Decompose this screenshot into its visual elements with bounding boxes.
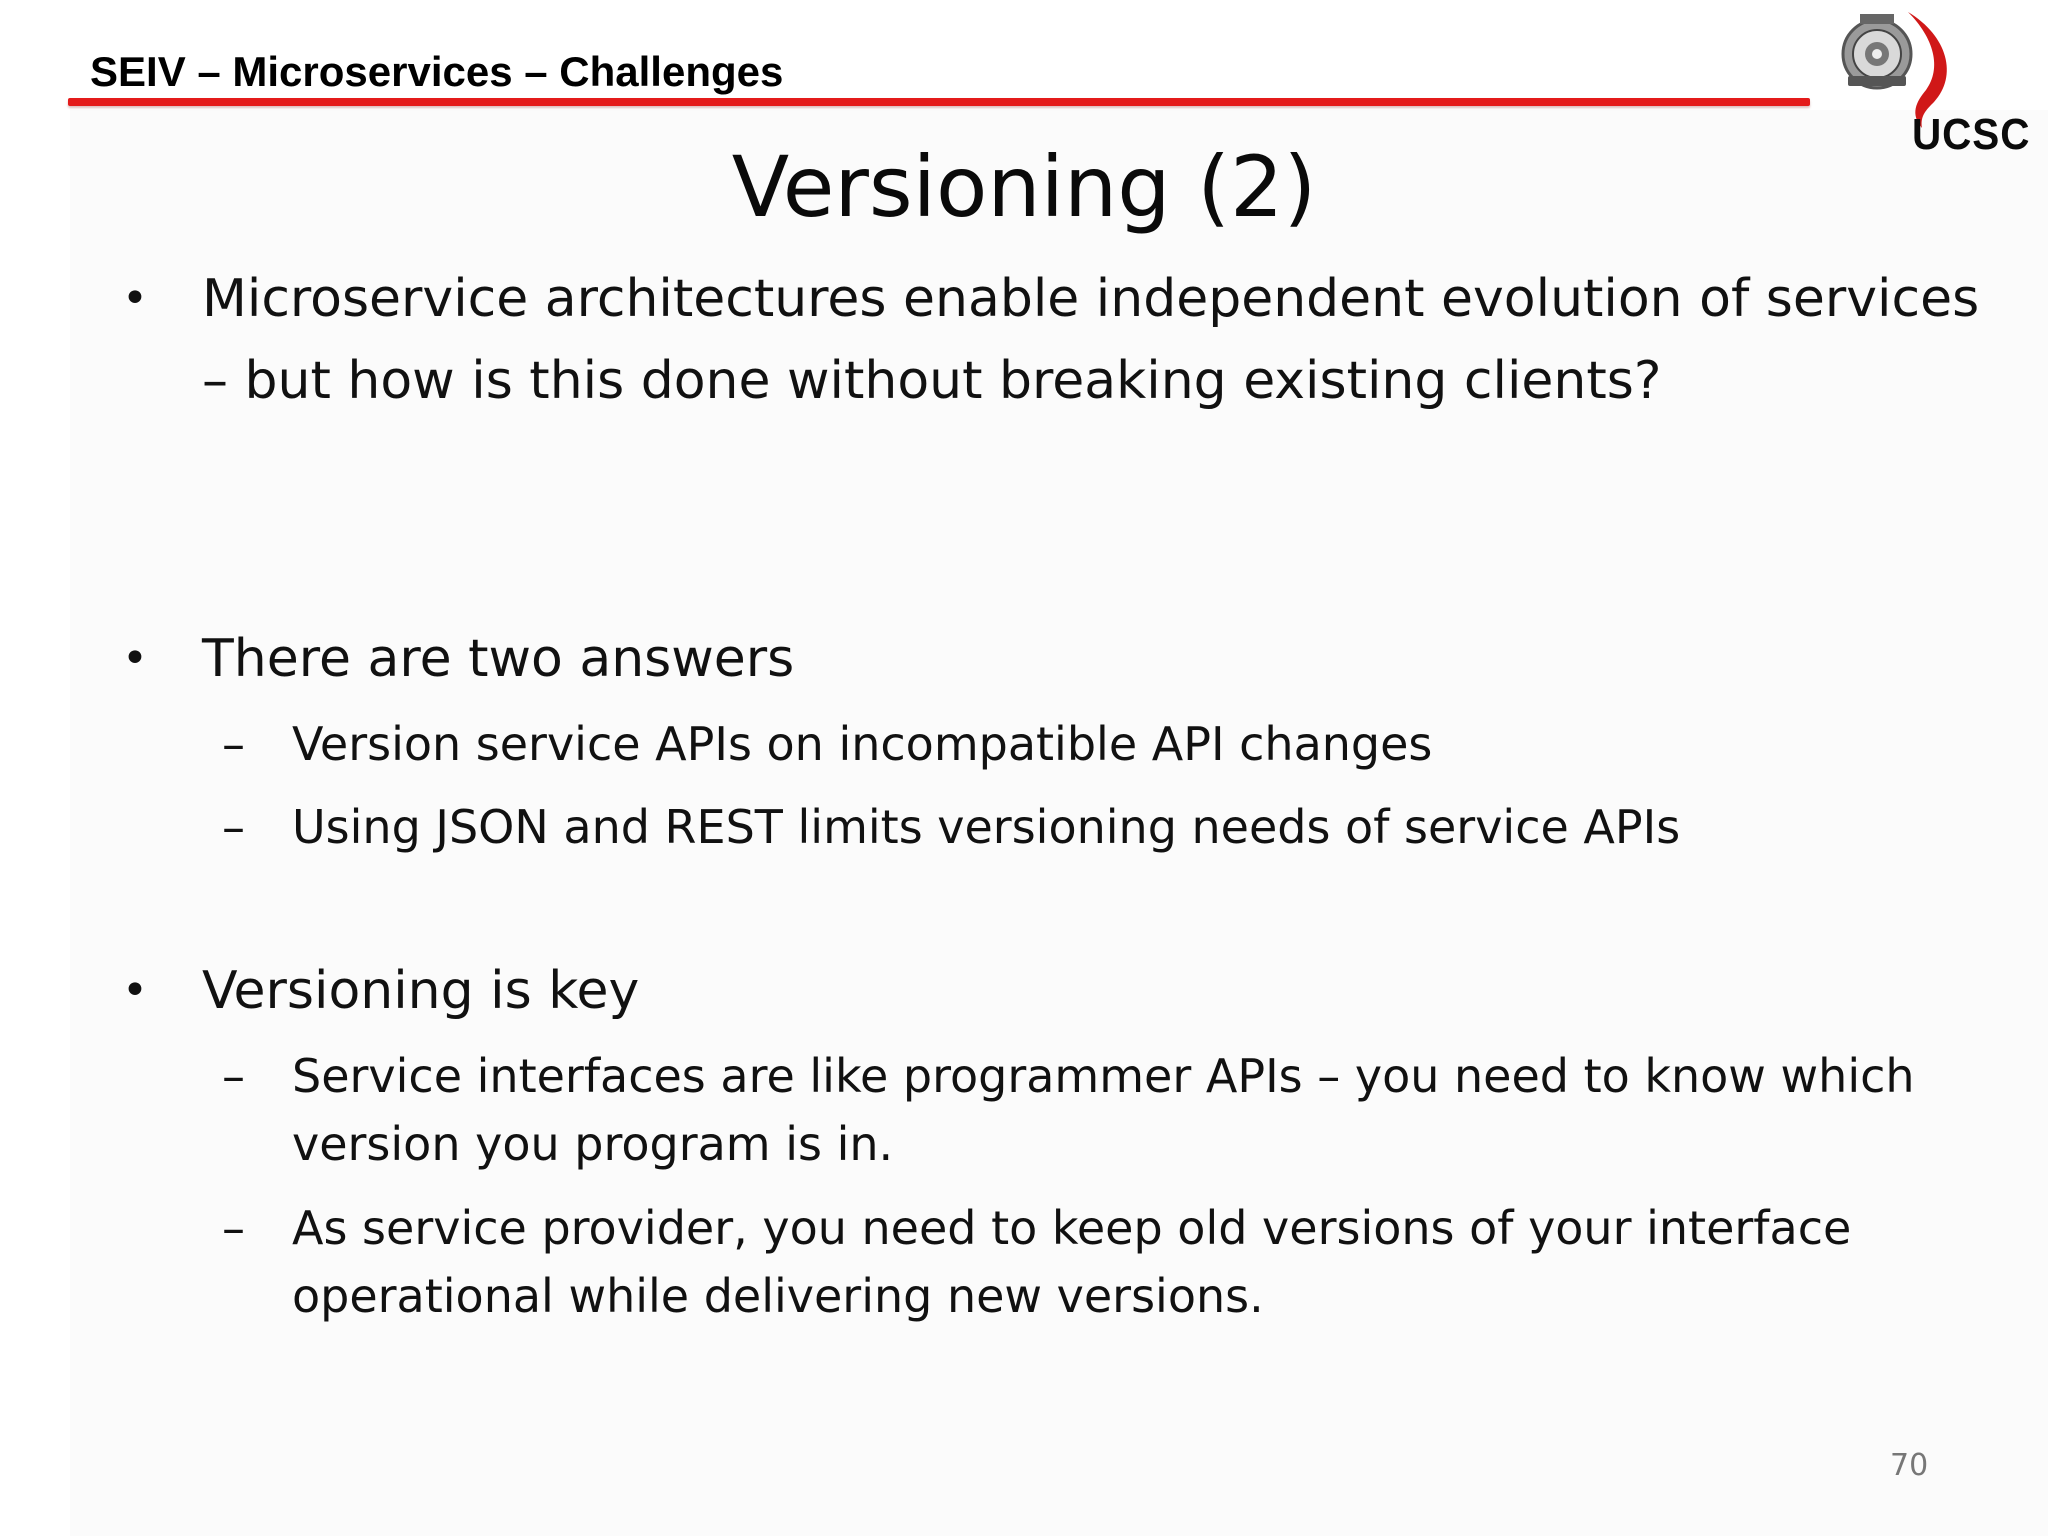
sub-bullet-dash: – — [222, 1049, 245, 1103]
bullet-dot: • — [122, 965, 148, 1016]
page-number: 70 — [1890, 1448, 1929, 1483]
bullet-dot: • — [122, 273, 148, 324]
bullet-dot: • — [122, 633, 148, 684]
header-title: SEIV – Microservices – Challenges — [90, 48, 784, 95]
sub-bullet-text: Service interfaces are like programmer APIs – you need to know which version you program is in. — [292, 1049, 1915, 1171]
bullet-text: Microservice architectures enable independent evolution of services – but how is this done without breaking existing clients? — [202, 269, 1980, 411]
sub-bullet-text: As service provider, you need to keep old versions of your interface operational while delivering new versions. — [292, 1201, 1852, 1323]
sub-bullet-dash: – — [222, 717, 245, 771]
page-title: Versioning (2) — [731, 138, 1317, 236]
sub-bullet-text: Using JSON and REST limits versioning needs of service APIs — [292, 800, 1681, 854]
sub-bullet-dash: – — [222, 800, 245, 854]
logo-text: UCSC — [1912, 110, 2031, 159]
header-divider — [68, 98, 1810, 106]
crest-icon — [1843, 14, 1911, 88]
bullet-text: There are two answers — [202, 629, 795, 689]
sub-bullet-text: Version service APIs on incompatible API changes — [292, 717, 1433, 771]
sub-bullet-dash: – — [222, 1201, 245, 1255]
bullet-text: Versioning is key — [202, 961, 640, 1021]
